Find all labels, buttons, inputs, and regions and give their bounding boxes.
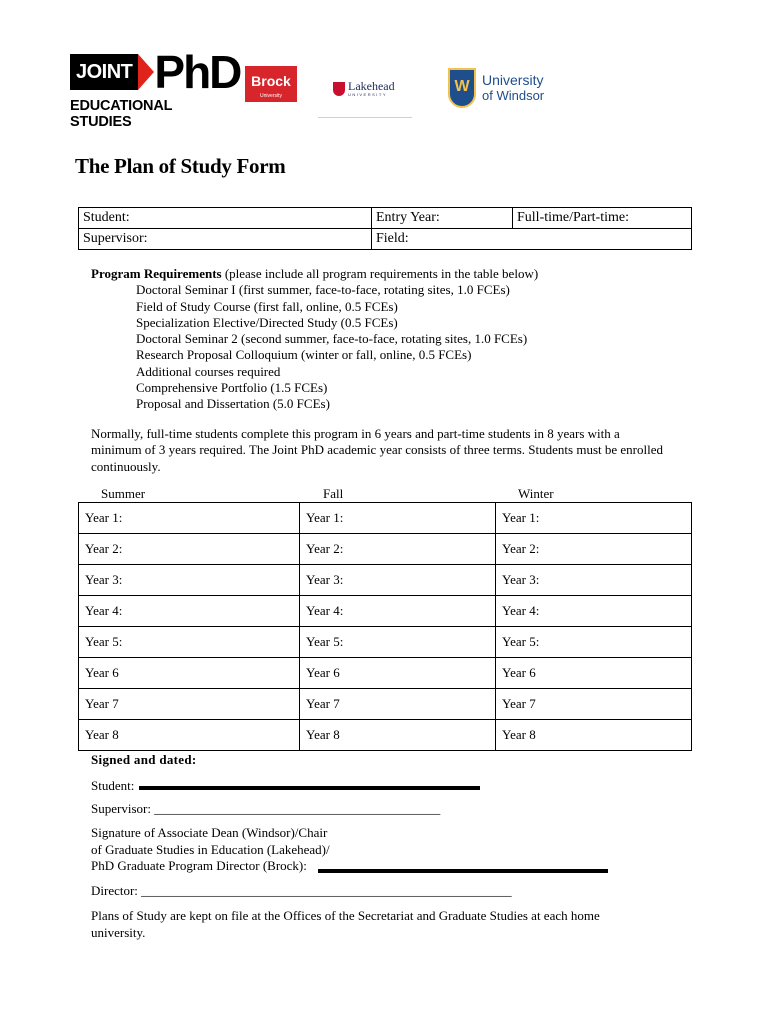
program-duration-paragraph: Normally, full-time students complete this program in 6 years and part-time students in 8 years with a minimum of 3 years required. The Joint PhD academic year consists of three terms. Students must be enrolled continuously. — [91, 426, 663, 474]
winter-cell[interactable]: Year 6 — [496, 658, 692, 689]
director-signature-line[interactable]: Director: _________________________________________________________ — [91, 883, 512, 898]
fall-cell[interactable]: Year 2: — [300, 534, 496, 565]
divider — [318, 117, 412, 118]
winter-cell[interactable]: Year 1: — [496, 503, 692, 534]
summer-cell[interactable]: Year 8 — [79, 720, 300, 751]
fall-cell[interactable]: Year 7 — [300, 689, 496, 720]
arrow-icon — [138, 54, 154, 90]
year-plan-table — [78, 502, 692, 751]
summer-cell[interactable]: Year 7 — [79, 689, 300, 720]
student-field[interactable]: Student: — [79, 208, 372, 229]
fall-cell[interactable]: Year 5: — [300, 627, 496, 658]
windsor-line2: of Windsor — [482, 88, 545, 103]
summer-cell[interactable]: Year 3: — [79, 565, 300, 596]
student-signature-line[interactable] — [139, 786, 480, 790]
joint-subtitle: EDUCATIONAL STUDIES — [70, 98, 172, 130]
table-row — [79, 503, 692, 534]
brock-sub: University — [260, 93, 282, 99]
term-summer: Summer — [101, 486, 146, 501]
requirement-item: Field of Study Course (first fall, online, 0.5 FCEs) — [136, 298, 398, 314]
table-row — [79, 658, 692, 689]
brock-name: Brock — [251, 73, 291, 89]
assoc-dean-line: PhD Graduate Program Director (Brock): — [91, 858, 307, 873]
full-part-time-field[interactable]: Full-time/Part-time: — [513, 208, 692, 229]
assoc-dean-line: Signature of Associate Dean (Windsor)/Chair — [91, 825, 328, 840]
entry-year-field[interactable]: Entry Year: — [372, 208, 513, 229]
table-row — [79, 720, 692, 751]
fall-cell[interactable]: Year 6 — [300, 658, 496, 689]
requirement-item: Doctoral Seminar 2 (second summer, face-to-face, rotating sites, 1.0 FCEs) — [136, 331, 528, 347]
fall-cell[interactable]: Year 1: — [300, 503, 496, 534]
requirement-item: Research Proposal Colloquium (winter or fall, online, 0.5 FCEs) — [136, 347, 472, 363]
lakehead-sub: UNIVERSITY — [348, 92, 388, 97]
summer-cell[interactable]: Year 6 — [79, 658, 300, 689]
fall-cell[interactable]: Year 4: — [300, 596, 496, 627]
student-signature-label: Student: — [91, 778, 135, 793]
requirement-item: Additional courses required — [136, 363, 281, 379]
requirements-note: (please include all program requirements in the table below) — [221, 266, 539, 281]
assoc-dean-signature-line[interactable] — [318, 869, 608, 873]
signed-heading: Signed and dated: — [91, 752, 197, 767]
requirement-item: Doctoral Seminar I (first summer, face-to-face, rotating sites, 1.0 FCEs) — [136, 282, 510, 298]
summer-cell[interactable]: Year 2: — [79, 534, 300, 565]
fall-cell[interactable]: Year 3: — [300, 565, 496, 596]
footer-note: Plans of Study are kept on file at the Offices of the Secretariat and Graduate Studies at each home university. — [91, 908, 600, 940]
table-row — [79, 565, 692, 596]
fall-cell[interactable]: Year 8 — [300, 720, 496, 751]
windsor-line1: University — [482, 72, 544, 88]
assoc-dean-block — [91, 825, 330, 875]
table-row — [79, 689, 692, 720]
assoc-dean-line: of Graduate Studies in Education (Lakehead)/ — [91, 841, 330, 857]
table-row — [79, 534, 692, 565]
requirement-item: Proposal and Dissertation (5.0 FCEs) — [136, 396, 330, 412]
supervisor-field[interactable]: Supervisor: — [79, 229, 372, 250]
lakehead-name: Lakehead — [348, 79, 395, 93]
summer-cell[interactable]: Year 4: — [79, 596, 300, 627]
joint-phd-logo — [70, 46, 241, 130]
winter-cell[interactable]: Year 2: — [496, 534, 692, 565]
winter-cell[interactable]: Year 5: — [496, 627, 692, 658]
winter-cell[interactable]: Year 4: — [496, 596, 692, 627]
windsor-emblem: W — [454, 78, 470, 95]
requirements-heading: Program Requirements — [91, 266, 222, 281]
winter-cell[interactable]: Year 3: — [496, 565, 692, 596]
summer-cell[interactable]: Year 5: — [79, 627, 300, 658]
supervisor-signature-line[interactable]: Supervisor: ____________________________________________ — [91, 801, 441, 816]
requirement-item: Comprehensive Portfolio (1.5 FCEs) — [136, 380, 328, 396]
windsor-logo — [448, 68, 544, 108]
lakehead-shield-icon — [333, 82, 345, 96]
winter-cell[interactable]: Year 7 — [496, 689, 692, 720]
winter-cell[interactable]: Year 8 — [496, 720, 692, 751]
brock-logo — [245, 66, 297, 102]
term-winter: Winter — [518, 486, 554, 501]
windsor-shield-icon — [448, 68, 476, 108]
table-row — [79, 627, 692, 658]
joint-word: JOINT — [70, 54, 138, 90]
page-title: The Plan of Study Form — [75, 154, 286, 178]
table-row — [79, 596, 692, 627]
student-info-table — [78, 207, 692, 250]
program-requirements — [91, 266, 538, 413]
field-field[interactable]: Field: — [372, 229, 692, 250]
term-fall: Fall — [323, 486, 344, 501]
summer-cell[interactable]: Year 1: — [79, 503, 300, 534]
phd-word: PhD — [154, 46, 241, 98]
requirement-item: Specialization Elective/Directed Study (0.5 FCEs) — [136, 314, 398, 330]
lakehead-logo — [333, 80, 395, 97]
